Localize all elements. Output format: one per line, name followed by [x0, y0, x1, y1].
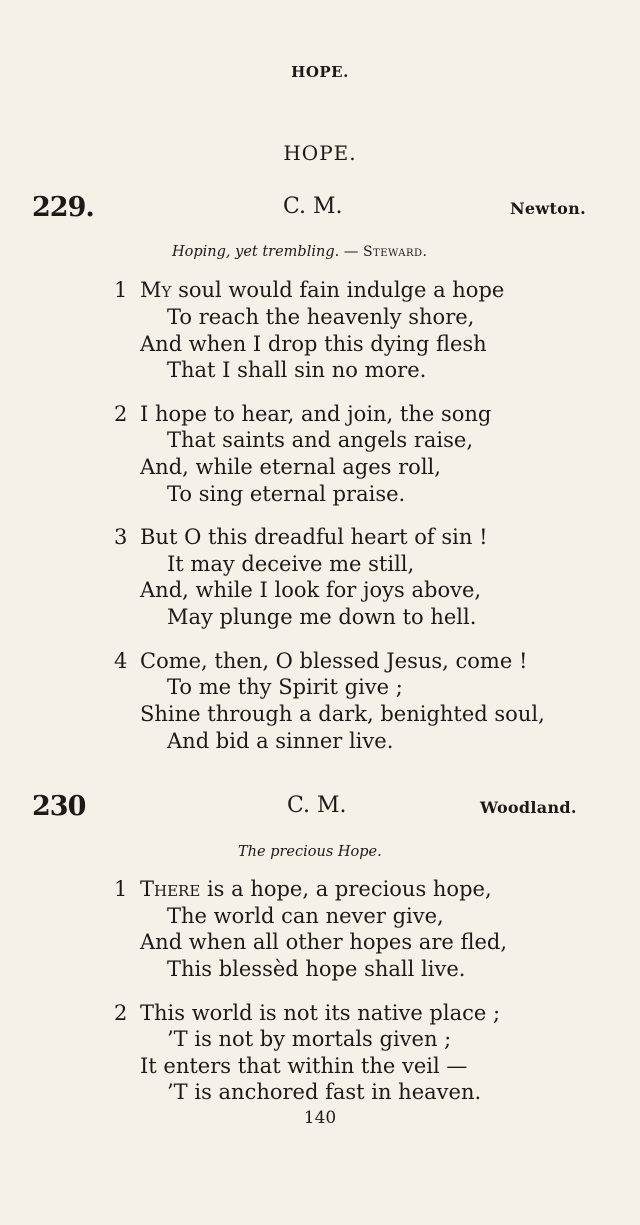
verse-line: This blessèd hope shall live.: [167, 957, 466, 981]
verse-line: Come, then, O blessed Jesus, come !: [140, 649, 528, 673]
verse-line: To me thy Spirit give ;: [167, 675, 403, 699]
hymn-subtitle: [238, 844, 382, 860]
verse-line: But O this dreadful heart of sin !: [140, 525, 488, 549]
verse-line: May plunge me down to hell.: [167, 605, 477, 629]
verse-line: To sing eternal praise.: [167, 482, 406, 506]
verse-line: Shine through a dark, benighted soul,: [140, 702, 545, 726]
verse-initial: There: [140, 877, 201, 901]
hymn-subtitle-title: The precious Hope.: [238, 844, 382, 860]
verse-line: That I shall sin no more.: [167, 358, 427, 382]
verse-line: And when I drop this dying flesh: [140, 332, 487, 356]
verse-line: This world is not its native place ;: [140, 1001, 501, 1025]
verse-line: I hope to hear, and join, the song: [140, 402, 492, 426]
page-number: 140: [303, 1108, 337, 1128]
verse-number: 1: [114, 278, 128, 302]
verse-line: ’T is not by mortals given ;: [167, 1027, 452, 1051]
hymn-tune: Newton.: [510, 199, 586, 218]
hymn-subtitle: [172, 244, 428, 260]
hymn-meter: C. M.: [287, 793, 347, 818]
hymn-number: 229.: [32, 192, 94, 223]
verse-line: And bid a sinner live.: [167, 729, 394, 753]
verse-line: To reach the heavenly shore,: [167, 305, 475, 329]
verse-line: It enters that within the veil —: [140, 1054, 468, 1078]
verse-line: [140, 879, 492, 900]
verse-line: And, while eternal ages roll,: [140, 455, 441, 479]
verse-line: The world can never give,: [167, 904, 444, 928]
hymn-meter: C. M.: [283, 194, 343, 219]
verse-line: That saints and angels raise,: [167, 428, 473, 452]
hymn-tune: Woodland.: [480, 798, 577, 817]
running-head: HOPE.: [291, 63, 349, 81]
verse-line: It may deceive me still,: [167, 552, 415, 576]
verse-initial: My: [140, 278, 172, 302]
verse-number: 1: [114, 877, 128, 901]
hymn-subtitle-author: Steward.: [362, 244, 428, 260]
verse-line: And, while I look for joys above,: [140, 578, 482, 602]
verse-line: [140, 280, 504, 301]
verse-line: ’T is anchored fast in heaven.: [167, 1080, 482, 1104]
verse-number: 3: [114, 525, 128, 549]
section-title: HOPE.: [283, 141, 357, 165]
verse-line-rest: soul would fain indulge a hope: [171, 278, 505, 302]
hymn-number: 230: [32, 791, 86, 822]
verse-line: And when all other hopes are fled,: [140, 930, 508, 954]
verse-number: 4: [114, 649, 128, 673]
verse-number: 2: [114, 402, 128, 426]
hymn-subtitle-title: Hoping, yet trembling. —: [172, 244, 359, 260]
verse-line-rest: is a hope, a precious hope,: [200, 877, 492, 901]
verse-number: 2: [114, 1001, 128, 1025]
